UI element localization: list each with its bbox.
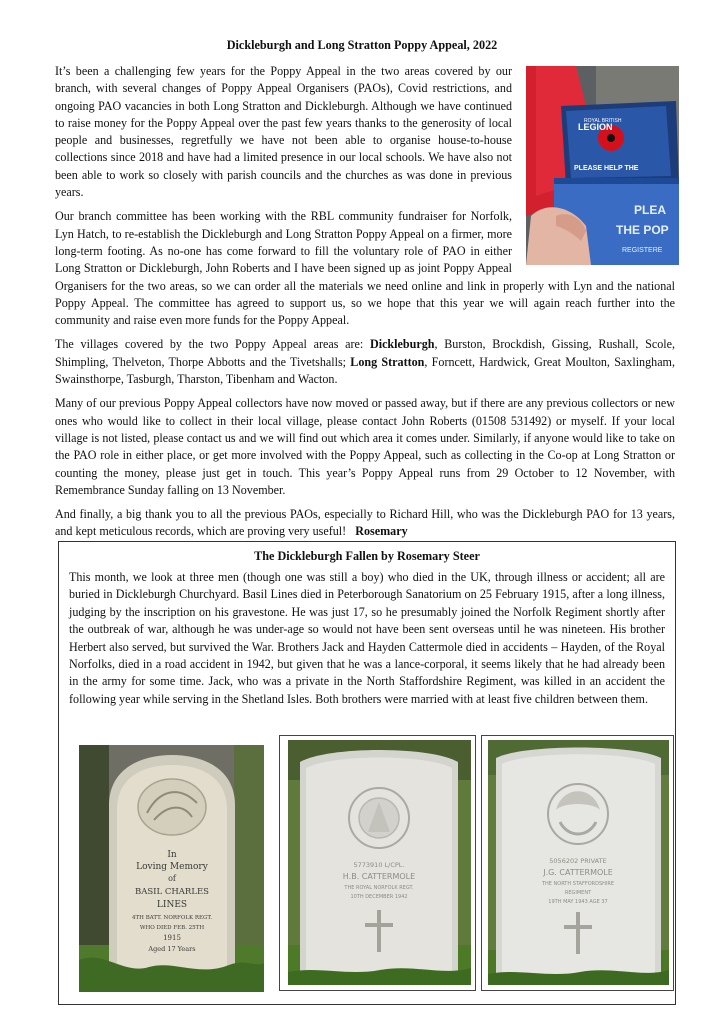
basil-stone-line3: of [168, 874, 176, 883]
jack-stone-line5: 19TH MAY 1943 AGE 37 [548, 899, 608, 905]
basil-stone-line8: 1915 [163, 934, 181, 942]
basil-stone-line7: WHO DIED FEB. 25TH [139, 925, 205, 931]
signature: Rosemary [355, 524, 408, 539]
long-stratton-label: Long Stratton [350, 354, 425, 369]
basil-lines-gravestone-photo [79, 745, 264, 992]
box-text-registered: REGISTERE [622, 247, 663, 254]
jack-stone-line4: REGIMENT [564, 890, 592, 896]
hayden-stone-line2: H.B. CATTERMOLE [342, 872, 416, 881]
paragraph-villages [55, 336, 675, 388]
dickleburgh-villages: , Burston, Brockdish, Gissing, Rushall, Scole, Shimpling, Thelveton, Thorpe Abbotts and the Tivetshalls; [55, 337, 675, 369]
jack-stone-line2: J.G. CATTERMOLE [543, 868, 613, 877]
fallen-title: The Dickleburgh Fallen by Rosemary Steer [254, 549, 480, 563]
basil-stone-line2: Loving Memory [136, 862, 208, 872]
legion-text: LEGION [578, 122, 613, 132]
basil-stone-line1: In [167, 850, 177, 860]
jack-stone-line3: THE NORTH STAFFORDSHIRE [541, 881, 615, 887]
long-stratton-villages: , Forncett, Hardwick, Great Moulton, Saxlingham, Swainsthorpe, Tasburgh, Tharston, Tibenham and Wacton. [55, 354, 675, 387]
fallen-text: This month, we look at three men (though one was still a boy) who died in the UK, through illness or accident; all are buried in Dickleburgh Churchyard. Basil Lines died in Peterborough Sanatorium on 25 February 1915, after a long illness, judging by the inscription on his gravestone. He was just 17, so he presumably joined the Norfolk Regiment shortly after the outbreak of war, although he was under-age so would not have been sent overseas until he was nineteen. His brother Herbert also served, but survived the War. Brothers Jack and Hayden Cattermole died in accidents – Hayden, of the Royal Norfolks, died in a road accident in 1942, but given that he was a lance-corporal, it seems likely that he had already been in the army for some time. Jack, who was a private in the North Staffordshire Regiment, was killed in an accident the following year while serving in the Shetland Isles. Both brothers were married with at least five children between them. [69, 570, 665, 706]
hayden-stone-line1: 5773910 L/CPL. [353, 861, 405, 869]
hayden-stone-line4: 10TH DECEMBER 1942 [350, 894, 408, 900]
paragraph-thanks [55, 506, 675, 541]
basil-stone-line4: BASIL CHARLES [134, 887, 210, 897]
paragraph-committee: Our branch committee has been working with the RBL community fundraiser for Norfolk, Lyn Hatch, to re-establish the Dickleburgh and Long Stratton Poppy Appeal on a firmer, more long-term footing. As no-one has come forward to fill the voluntary role of PAO in either Long Stratton or Dickleburgh, John Roberts and I have been signed up as joint Poppy Appeal Organisers for the two areas, so we can order all the materials we need online and link in properly with Lyn and the national Poppy Appeal. The committee has agreed to support us, so we hope that this year we will again reach further into the community and raise even more funds for the Poppy Appeal. [55, 209, 675, 328]
jack-cattermole-gravestone-photo [488, 740, 669, 985]
hayden-stone-line3: THE ROYAL NORFOLK REGT. [344, 885, 414, 891]
basil-stone-line6: 4TH BATT. NORFOLK REGT. [131, 915, 213, 921]
basil-stone-line5: LINES [156, 900, 188, 910]
poppy-appeal-photo [526, 66, 679, 265]
hayden-cattermole-gravestone-photo [288, 740, 471, 985]
article-body [55, 63, 675, 548]
villages-intro: The villages covered by the two Poppy Appeal areas are: [55, 337, 370, 352]
please-help-text: PLEASE HELP THE [574, 165, 639, 172]
dickleburgh-label: Dickleburgh [369, 337, 435, 352]
basil-stone-line9: Aged 17 Years [148, 945, 196, 953]
box-text-plea: PLEA [634, 203, 667, 217]
box-text-pop: THE POP [616, 223, 669, 237]
paragraph-collectors: Many of our previous Poppy Appeal collectors have now moved or passed away, but if there are any previous collectors or new ones who would like to collect in their local village, please contact John Roberts (01508 531492) or myself. If your local village is not listed, please contact us and we will find out which area it comes under. Similarly, if anyone would like to take on the PAO role in either place, or get more involved with the Poppy Appeal, such as collecting in the Co-op at Long Stratton or counting the money, please just get in touch. This year’s Poppy Appeal runs from 29 October to 12 November, with Remembrance Sunday falling on 13 November. [55, 396, 675, 497]
thanks-text: And finally, a big thank you to all the previous PAOs, especially to Richard Hill, who was the Dickleburgh PAO for 13 years, and kept meticulous records, which are proving very useful! [55, 507, 675, 539]
paragraph-challenges: It’s been a challenging few years for the Poppy Appeal in the two areas covered by our branch, with several changes of Poppy Appeal Organisers (PAOs), Covid restrictions, and ongoing PAO vacancies in both Long Stratton and Dickleburgh. Although we have continued to raise money for the Poppy Appeal over the past few years thanks to the generosity of local people and businesses, regretfully we have not been able to organise house-to-house collections since 2018 and have had a limited presence in our local schools. We have also not been able to work so closely with parish councils and the churches as was done in previous years. [55, 64, 512, 200]
jack-stone-line1: 5056202 PRIVATE [549, 857, 607, 865]
rbl-small-text: ROYAL BRITISH [584, 118, 622, 124]
article-title: Dickleburgh and Long Stratton Poppy Appeal, 2022 [226, 38, 498, 52]
